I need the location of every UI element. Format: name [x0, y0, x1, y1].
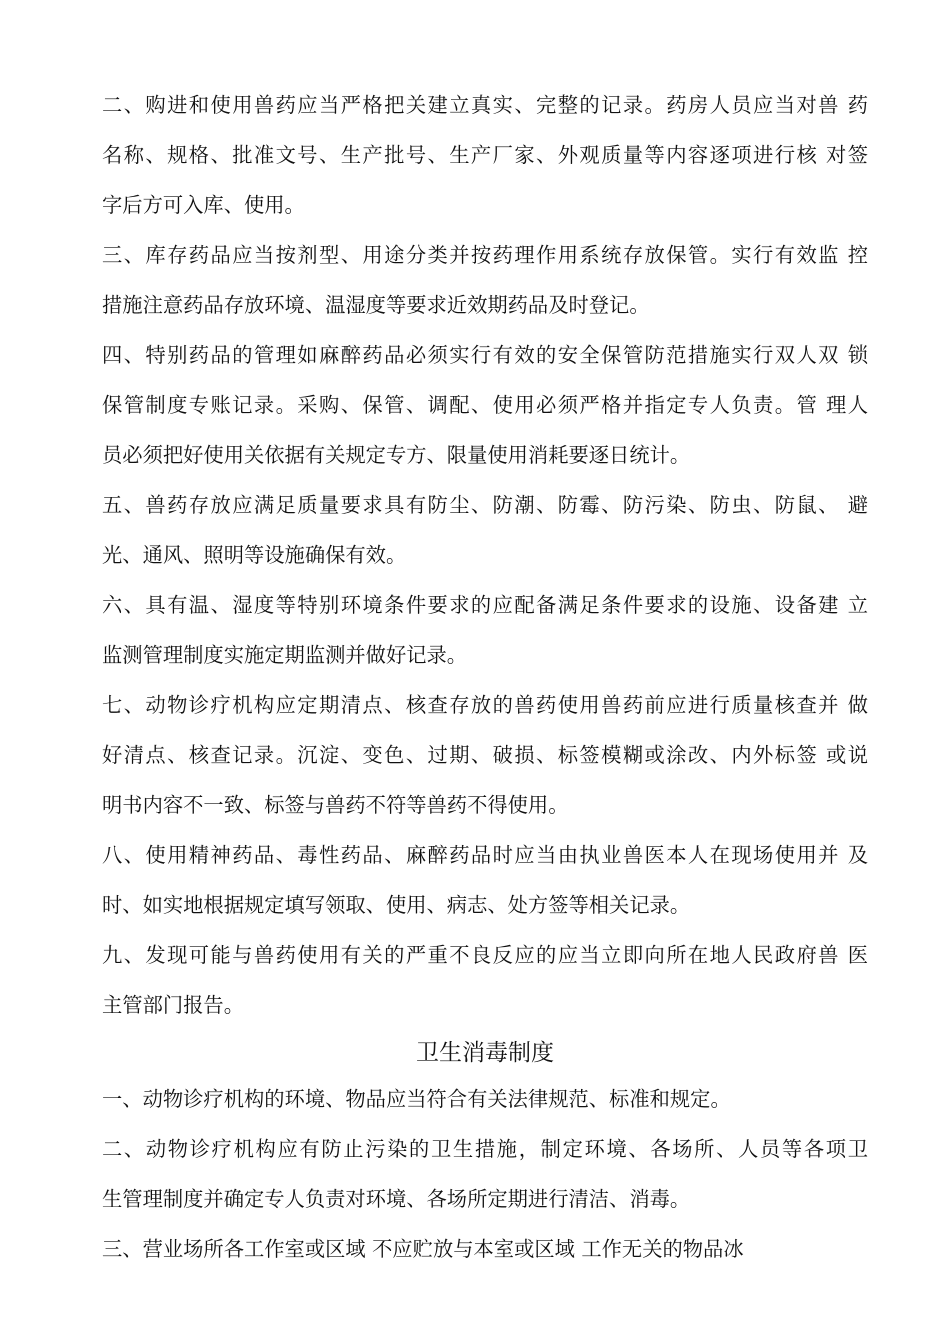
paragraph-line: 名称、规格、批准文号、生产批号、生产厂家、外观质量等内容逐项进行核 对签: [102, 143, 868, 167]
paragraph-line: 字后方可入库、使用。: [102, 193, 305, 217]
paragraph-line: 七、动物诊疗机构应定期清点、核查存放的兽药使用兽药前应进行质量核查并 做: [102, 693, 868, 717]
paragraph-line: 生管理制度并确定专人负责对环境、各场所定期进行清洁、消毒。: [102, 1187, 691, 1211]
paragraph-line: 措施注意药品存放环境、温湿度等要求近效期药品及时登记。: [102, 293, 650, 317]
paragraph-line: 三、营业场所各工作室或区域 不应贮放与本室或区域 工作无关的物品冰: [102, 1237, 744, 1261]
paragraph-line: 主管部门报告。: [102, 993, 244, 1017]
paragraph-line: 时、如实地根据规定填写领取、使用、病志、处方签等相关记录。: [102, 893, 691, 917]
paragraph-line: 保管制度专账记录。采购、保管、调配、使用必须严格并指定专人负责。管 理人: [102, 393, 868, 417]
paragraph-line: 四、特别药品的管理如麻醉药品必须实行有效的安全保管防范措施实行双人双 锁: [102, 343, 868, 367]
paragraph-line: 明书内容不一致、标签与兽药不符等兽药不得使用。: [102, 793, 569, 817]
paragraph-line: 好清点、核查记录。沉淀、变色、过期、破损、标签模糊或涂改、内外标签 或说: [102, 743, 868, 767]
paragraph-line: 一、动物诊疗机构的环境、物品应当符合有关法律规范、标准和规定。: [102, 1087, 731, 1111]
paragraph-line: 光、通风、照明等设施确保有效。: [102, 543, 407, 567]
paragraph-line: 监测管理制度实施定期监测并做好记录。: [102, 643, 468, 667]
paragraph-line: 六、具有温、湿度等特别环境条件要求的应配备满足条件要求的设施、设备建 立: [102, 593, 868, 617]
paragraph-line: 五、兽药存放应满足质量要求具有防尘、防潮、防霉、防污染、防虫、防鼠、 避: [102, 493, 868, 517]
paragraph-line: 九、发现可能与兽药使用有关的严重不良反应的应当立即向所在地人民政府兽 医: [102, 943, 868, 967]
paragraph-line: 二、购进和使用兽药应当严格把关建立真实、完整的记录。药房人员应当对兽 药: [102, 93, 868, 117]
paragraph-line: 员必须把好使用关依据有关规定专方、限量使用消耗要逐日统计。: [102, 443, 691, 467]
section-title: 卫生消毒制度: [416, 1040, 554, 1066]
paragraph-line: 二、动物诊疗机构应有防止污染的卫生措施，制定环境、各场所、人员等各项卫: [102, 1137, 868, 1161]
paragraph-line: 八、使用精神药品、毒性药品、麻醉药品时应当由执业兽医本人在现场使用并 及: [102, 843, 868, 867]
paragraph-line: 三、库存药品应当按剂型、用途分类并按药理作用系统存放保管。实行有效监 控: [102, 243, 868, 267]
